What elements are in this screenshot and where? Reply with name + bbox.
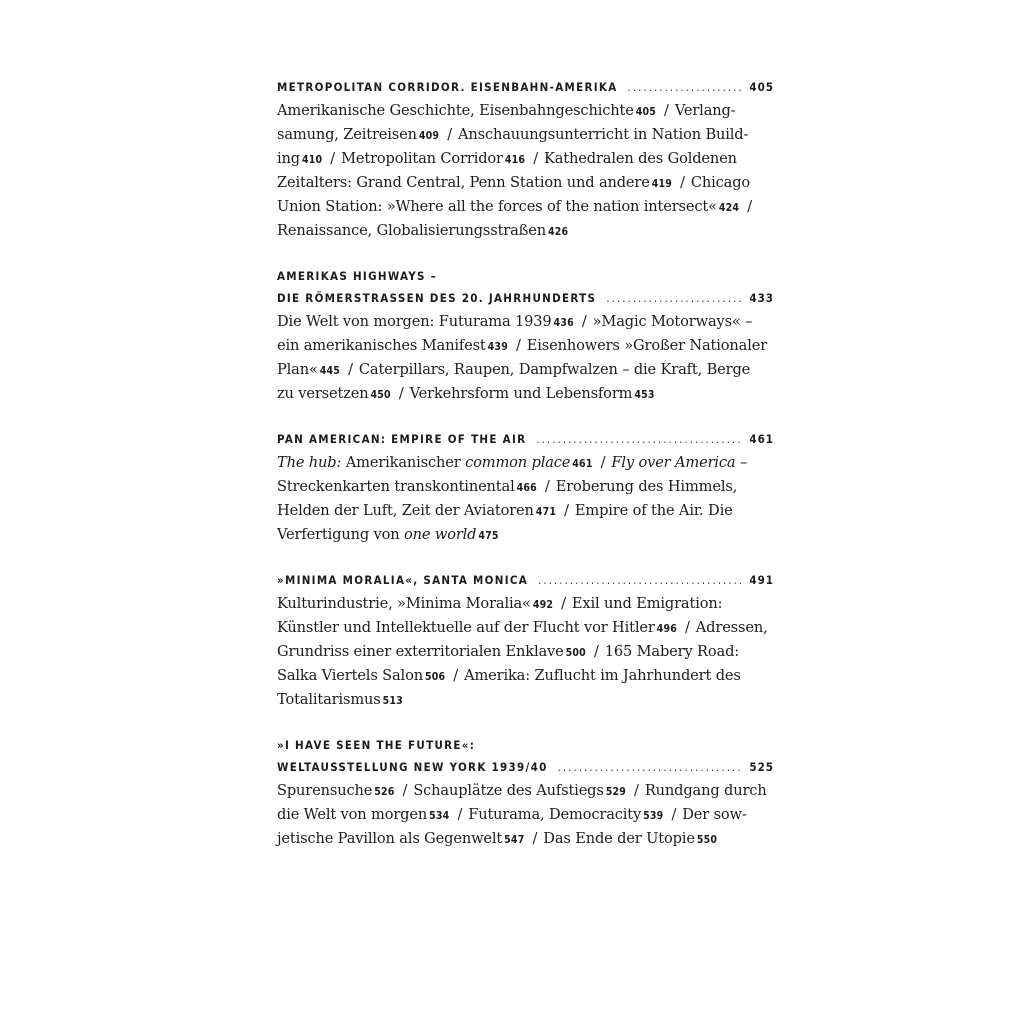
subtopic-text: – bbox=[735, 454, 748, 471]
subtopic-page-number: 513 bbox=[382, 695, 403, 707]
subtopic-page-number: 539 bbox=[643, 810, 664, 822]
subtopic-line bbox=[277, 123, 774, 147]
subtopic-text: jetische Pavillon als Gegenwelt bbox=[277, 830, 503, 847]
separator-slash: / bbox=[680, 174, 685, 191]
subtopic-text: Verkehrsform und Lebensform bbox=[409, 385, 633, 402]
subtopic-line bbox=[277, 358, 774, 382]
subtopic-text: Kulturindustrie, »Minima Moralia« bbox=[277, 595, 531, 612]
subtopic-text: samung, Zeitreisen bbox=[277, 126, 417, 143]
subtopic-page-number: 466 bbox=[516, 482, 537, 494]
subtopic-line bbox=[277, 219, 774, 243]
subtopic-text: Eroberung des Himmels, bbox=[555, 478, 738, 495]
separator-slash: / bbox=[348, 361, 353, 378]
subtopic-line bbox=[277, 382, 774, 406]
subtopic-italic-text: common place bbox=[465, 454, 571, 471]
subtopic-page-number: 405 bbox=[635, 106, 657, 118]
subtopic-text: Eisenhowers »Großer Nationaler bbox=[526, 337, 768, 354]
subtopic-page-number: 550 bbox=[696, 834, 718, 846]
subtopic-page-number: 475 bbox=[478, 530, 499, 542]
subtopic-text: Union Station: »Where all the forces of the nation intersect« bbox=[277, 198, 717, 215]
subtopic-text: Zeitalters: Grand Central, Penn Station und andere bbox=[277, 174, 650, 191]
subtopic-line bbox=[277, 664, 774, 688]
table-of-contents bbox=[277, 77, 774, 874]
subtopic-text: ing bbox=[277, 150, 300, 167]
heading-text: METROPOLITAN CORRIDOR. EISENBAHN-AMERIKA bbox=[277, 80, 618, 94]
section-subtopics bbox=[277, 592, 774, 712]
subtopic-text: Amerikanische Geschichte, Eisenbahngeschichte bbox=[277, 102, 634, 119]
subtopic-line bbox=[277, 451, 774, 475]
section-heading bbox=[277, 266, 774, 310]
heading-text: »MINIMA MORALIA«, SANTA MONICA bbox=[277, 573, 529, 587]
subtopic-text: 165 Mabery Road: bbox=[604, 643, 740, 660]
subtopic-text: Spurensuche bbox=[277, 782, 373, 799]
separator-slash: / bbox=[747, 198, 752, 215]
separator-slash: / bbox=[600, 454, 606, 471]
heading-text: AMERIKAS HIGHWAYS – bbox=[277, 269, 438, 283]
subtopic-page-number: 547 bbox=[504, 834, 525, 846]
subtopic-page-number: 409 bbox=[418, 130, 440, 142]
dot-leader bbox=[538, 570, 741, 590]
subtopic-text: ein amerikanisches Manifest bbox=[277, 337, 486, 354]
subtopic-text: Künstler und Intellektuelle auf der Flucht vor Hitler bbox=[277, 619, 655, 636]
subtopic-page-number: 453 bbox=[634, 389, 655, 401]
separator-slash: / bbox=[581, 313, 587, 330]
dot-leader bbox=[536, 429, 741, 449]
subtopic-text: Streckenkarten transkontinental bbox=[277, 478, 515, 495]
subtopic-text: Die Welt von morgen: Futurama 1939 bbox=[277, 313, 552, 330]
dot-leader bbox=[558, 757, 742, 777]
subtopic-text: Verlang- bbox=[674, 102, 736, 119]
subtopic-text: Kathedralen des Goldenen bbox=[544, 150, 737, 167]
section-heading bbox=[277, 570, 774, 592]
section-page-number: 433 bbox=[749, 291, 774, 305]
separator-slash: / bbox=[515, 337, 521, 354]
subtopic-page-number: 461 bbox=[572, 458, 593, 470]
separator-slash: / bbox=[532, 830, 538, 847]
subtopic-line bbox=[277, 475, 774, 499]
subtopic-line bbox=[277, 334, 774, 358]
separator-slash: / bbox=[402, 782, 408, 799]
subtopic-text: Verfertigung von bbox=[277, 526, 404, 543]
subtopic-line bbox=[277, 592, 774, 616]
heading-text: »I HAVE SEEN THE FUTURE«: bbox=[277, 738, 476, 752]
subtopic-text: Exil und Emigration: bbox=[571, 595, 723, 612]
heading-line bbox=[277, 735, 774, 757]
subtopic-text: Rundgang durch bbox=[644, 782, 767, 799]
section-subtopics bbox=[277, 99, 774, 243]
subtopic-line bbox=[277, 310, 774, 334]
separator-slash: / bbox=[457, 806, 463, 823]
subtopic-page-number: 416 bbox=[504, 154, 526, 166]
subtopic-page-number: 506 bbox=[424, 671, 446, 683]
subtopic-line bbox=[277, 688, 774, 712]
subtopic-text: Helden der Luft, Zeit der Aviatoren bbox=[277, 502, 534, 519]
separator-slash: / bbox=[593, 643, 599, 660]
separator-slash: / bbox=[671, 806, 677, 823]
separator-slash: / bbox=[544, 478, 550, 495]
subtopic-line bbox=[277, 171, 774, 195]
heading-line bbox=[277, 77, 774, 99]
separator-slash: / bbox=[398, 385, 404, 402]
subtopic-page-number: 426 bbox=[548, 226, 569, 238]
section-subtopics bbox=[277, 310, 774, 406]
subtopic-page-number: 445 bbox=[319, 365, 341, 377]
subtopic-text: Empire of the Air. Die bbox=[574, 502, 733, 519]
separator-slash: / bbox=[453, 667, 459, 684]
toc-section bbox=[277, 429, 774, 547]
subtopic-page-number: 439 bbox=[487, 341, 508, 353]
subtopic-line bbox=[277, 616, 774, 640]
subtopic-text: zu versetzen bbox=[277, 385, 369, 402]
heading-text: DIE RÖMERSTRASSEN DES 20. JAHRHUNDERTS bbox=[277, 291, 597, 305]
heading-line bbox=[277, 570, 774, 592]
toc-section bbox=[277, 735, 774, 851]
subtopic-text: »Magic Motorways« – bbox=[592, 313, 753, 330]
subtopic-line bbox=[277, 803, 774, 827]
subtopic-text: Salka Viertels Salon bbox=[277, 667, 423, 684]
heading-line bbox=[277, 288, 774, 310]
subtopic-text: Totalitarismus bbox=[277, 691, 381, 708]
separator-slash: / bbox=[634, 782, 639, 799]
toc-section bbox=[277, 570, 774, 712]
subtopic-page-number: 526 bbox=[374, 786, 395, 798]
heading-text: WELTAUSSTELLUNG NEW YORK 1939/40 bbox=[277, 760, 548, 774]
separator-slash: / bbox=[664, 102, 669, 119]
subtopic-text: Schauplätze des Aufstiegs bbox=[413, 782, 604, 799]
subtopic-text: Amerika: Zuflucht im Jahrhundert des bbox=[464, 667, 741, 684]
subtopic-text: Plan« bbox=[277, 361, 318, 378]
separator-slash: / bbox=[564, 502, 569, 519]
dot-leader bbox=[628, 77, 742, 97]
section-page-number: 405 bbox=[749, 80, 774, 94]
subtopic-text: Das Ende der Utopie bbox=[543, 830, 695, 847]
subtopic-line bbox=[277, 523, 774, 547]
subtopic-line bbox=[277, 99, 774, 123]
subtopic-text: Amerikanischer bbox=[341, 454, 466, 471]
subtopic-line bbox=[277, 147, 774, 171]
section-heading bbox=[277, 429, 774, 451]
separator-slash: / bbox=[561, 595, 566, 612]
subtopic-italic-text: one world bbox=[404, 526, 477, 543]
heading-line bbox=[277, 757, 774, 779]
subtopic-line bbox=[277, 499, 774, 523]
toc-section bbox=[277, 266, 774, 406]
subtopic-page-number: 496 bbox=[656, 623, 677, 635]
subtopic-text: Grundriss einer exterritorialen Enklave bbox=[277, 643, 564, 660]
subtopic-page-number: 419 bbox=[651, 178, 673, 190]
section-page-number: 461 bbox=[749, 432, 774, 446]
subtopic-text: Metropolitan Corridor bbox=[341, 150, 503, 167]
subtopic-page-number: 534 bbox=[429, 810, 450, 822]
separator-slash: / bbox=[330, 150, 336, 167]
subtopic-text: Der sow- bbox=[682, 806, 747, 823]
separator-slash: / bbox=[533, 150, 538, 167]
separator-slash: / bbox=[685, 619, 690, 636]
subtopic-text: Anschauungsunterricht in Nation Build- bbox=[457, 126, 749, 143]
section-heading bbox=[277, 77, 774, 99]
separator-slash: / bbox=[447, 126, 452, 143]
subtopic-text: die Welt von morgen bbox=[277, 806, 428, 823]
section-subtopics bbox=[277, 451, 774, 547]
subtopic-page-number: 410 bbox=[301, 154, 323, 166]
subtopic-line bbox=[277, 779, 774, 803]
subtopic-line bbox=[277, 195, 774, 219]
subtopic-italic-text: The hub: bbox=[277, 454, 342, 471]
subtopic-text: Futurama, Democracity bbox=[468, 806, 642, 823]
subtopic-page-number: 471 bbox=[535, 506, 557, 518]
subtopic-page-number: 424 bbox=[718, 202, 740, 214]
subtopic-text: Renaissance, Globalisierungsstraßen bbox=[277, 222, 547, 239]
section-page-number: 491 bbox=[749, 573, 774, 587]
heading-text: PAN AMERICAN: EMPIRE OF THE AIR bbox=[277, 432, 527, 446]
section-page-number: 525 bbox=[749, 760, 774, 774]
heading-line bbox=[277, 429, 774, 451]
section-subtopics bbox=[277, 779, 774, 851]
subtopic-text: Chicago bbox=[690, 174, 751, 191]
subtopic-page-number: 529 bbox=[605, 786, 627, 798]
subtopic-text: Caterpillars, Raupen, Dampfwalzen – die Kraft, Berge bbox=[358, 361, 751, 378]
subtopic-line bbox=[277, 640, 774, 664]
subtopic-page-number: 450 bbox=[370, 389, 391, 401]
subtopic-italic-text: Fly over America bbox=[611, 454, 736, 471]
heading-line bbox=[277, 266, 774, 288]
toc-section bbox=[277, 77, 774, 243]
subtopic-page-number: 500 bbox=[565, 647, 586, 659]
dot-leader bbox=[606, 288, 741, 308]
subtopic-text: Adressen, bbox=[695, 619, 768, 636]
subtopic-line bbox=[277, 827, 774, 851]
subtopic-page-number: 436 bbox=[553, 317, 574, 329]
subtopic-page-number: 492 bbox=[532, 599, 554, 611]
section-heading bbox=[277, 735, 774, 779]
